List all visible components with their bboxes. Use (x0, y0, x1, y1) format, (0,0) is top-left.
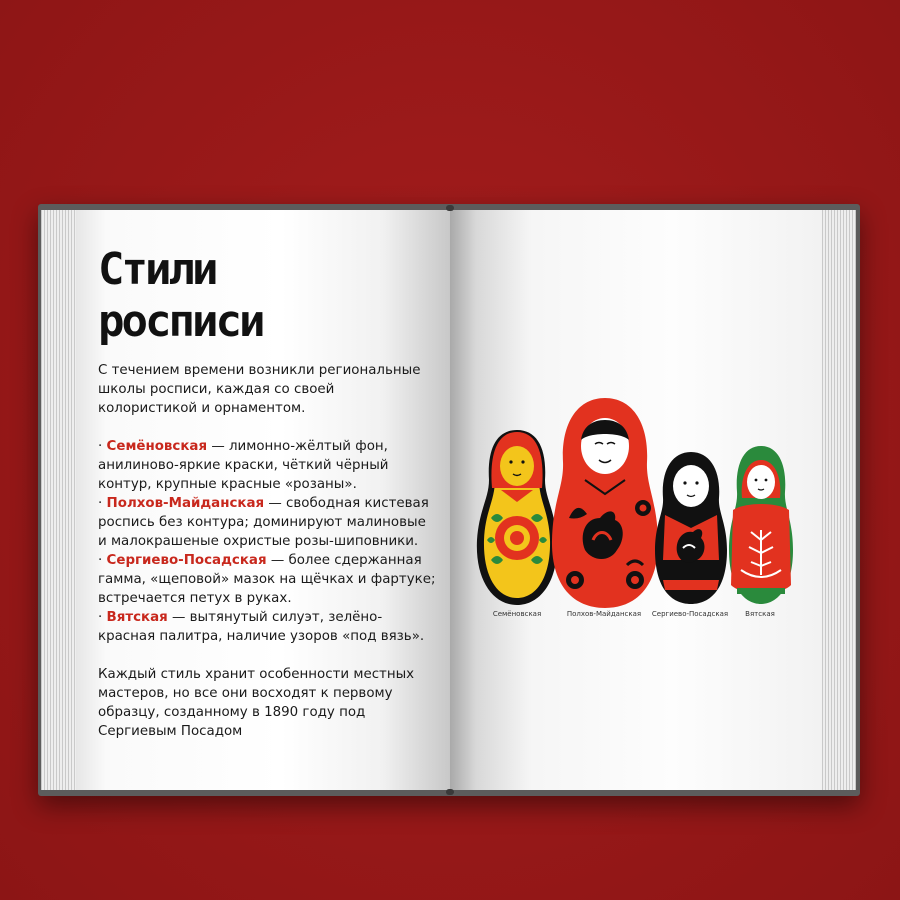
style-item-sergiev-posad (98, 551, 433, 570)
style-name: Семёновская (106, 439, 208, 454)
intro-line: С течением времени возникли региональные (98, 363, 421, 378)
doll-semenovskaya (477, 430, 557, 605)
intro-line: школы росписи, каждая со своей (98, 382, 335, 397)
style-desc-line: контур, крупные красные «розаны». (98, 477, 357, 492)
title-line-1: Стили (98, 244, 216, 295)
bullet: · (98, 553, 103, 568)
style-item-vyatskaya (98, 608, 433, 627)
bullet: · (98, 496, 103, 511)
outro-line: образцу, созданному в 1890 году под (98, 705, 366, 720)
spine-bottom-mark (446, 789, 454, 795)
caption-polkhov-maydan: Полхов-Майданская (566, 610, 642, 618)
style-name: Вятская (106, 610, 168, 625)
style-desc: — свободная кистевая (264, 496, 429, 511)
body-text (98, 361, 436, 741)
style-desc-line: и малокрашеные охристые розы-шиповники. (98, 534, 419, 549)
bullet: · (98, 610, 103, 625)
style-desc-line: роспись без контура; доминируют малиновые (98, 515, 426, 530)
style-item-polkhov-maydan (98, 494, 433, 513)
intro-line: колористикой и орнаментом. (98, 401, 306, 416)
page-edges-left (41, 210, 79, 790)
outro-line: Каждый стиль хранит особенности местных (98, 667, 415, 682)
style-name: Сергиево-Посадская (106, 553, 267, 568)
style-desc-line: встречается петух в руках. (98, 591, 292, 606)
style-desc: — вытянутый силуэт, зелёно- (167, 610, 383, 625)
title-line-2: росписи (98, 296, 263, 347)
doll-vyatskaya (729, 446, 793, 604)
spine-top-mark (446, 205, 454, 211)
caption-semenovskaya: Семёновская (492, 610, 542, 618)
bullet: · (98, 439, 103, 454)
outro-line: Сергиевым Посадом (98, 724, 243, 739)
outro-line: мастеров, но все они восходят к первому (98, 686, 393, 701)
matryoshka-illustration (465, 390, 805, 615)
caption-sergiev-posad: Сергиево-Посадская (651, 610, 729, 618)
style-item-semenovskaya (98, 437, 433, 456)
style-desc: — более сдержанная (266, 553, 422, 568)
doll-sergiev-posad (655, 452, 727, 604)
style-desc: — лимонно-жёлтый фон, (207, 439, 388, 454)
page-edges-right (820, 210, 856, 790)
style-desc-line: гамма, «щеповой» мазок на щёчках и фартуке; (98, 572, 436, 587)
style-desc-line: красная палитра, наличие узоров «под вязь». (98, 629, 425, 644)
caption-vyatskaya: Вятская (745, 610, 775, 618)
style-desc-line: анилиново-яркие краски, чёткий чёрный (98, 458, 389, 473)
page-title (98, 244, 428, 348)
doll-polkhov-maydan (552, 398, 658, 608)
style-name: Полхов-Майданская (106, 496, 265, 511)
